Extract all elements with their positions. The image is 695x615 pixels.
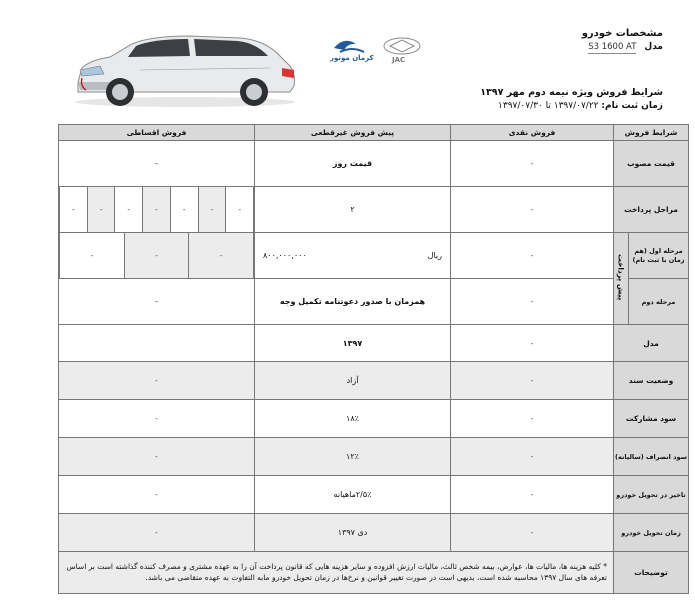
cancellation-profit-presale: ۱۲٪: [255, 438, 451, 476]
stage-one-label: مرحله اول (هم زمان با ثبت نام): [629, 233, 689, 279]
header: [0, 0, 695, 122]
document-status-label: وضعیت سند: [614, 362, 689, 400]
model-installment: [59, 325, 255, 362]
participation-profit-installment: -: [59, 400, 255, 438]
table-row: [59, 233, 689, 279]
installment-cell: -: [87, 187, 115, 232]
approved-price-cash: -: [451, 141, 614, 187]
cancellation-profit-installment: -: [59, 438, 255, 476]
installment-cell: -: [226, 187, 254, 232]
table-row: [59, 514, 689, 552]
table-row: [59, 325, 689, 362]
installment-cell: -: [115, 187, 143, 232]
table-row: [59, 279, 689, 325]
installment-cell: -: [60, 233, 125, 278]
installment-cell: -: [124, 233, 189, 278]
col-presale: پیش فروش غیرقطعی: [255, 125, 451, 141]
delivery-time-cash: -: [451, 514, 614, 552]
col-cash: فروش نقدی: [451, 125, 614, 141]
sales-conditions-table: [58, 124, 689, 594]
document-status-cash: -: [451, 362, 614, 400]
delivery-delay-installment: -: [59, 476, 255, 514]
approved-price-installment: –: [59, 141, 255, 187]
stage-two-presale: همزمان با صدور دعوتنامه تکمیل وجه: [255, 279, 451, 325]
document-status-installment: -: [59, 362, 255, 400]
registration-time: [498, 101, 663, 111]
notes-text: * کلیه هزینه ها، مالیات ها، عوارض، بیمه شخص ثالث، مالیات ارزش افزوده و سایر هزینه هایی که قانون پرداخت آن را به عهده مشتری و مصرف کننده گذاشته است بر اساس تعرفه های سال ۱۳۹۷ محاسبه شده است، بدیهی است در صورت تغییر قوانین و نرخ‌ها در زمان تحویل خودرو مابه التفاوت به عهده متقاضی می باشد.: [59, 552, 614, 594]
stage-one-amount: ۸۰۰,۰۰۰,۰۰۰: [263, 251, 307, 260]
table-header-row: [59, 125, 689, 141]
stage-one-unit: ریال: [427, 251, 442, 260]
jac-logo-text: JAC: [392, 56, 406, 64]
table-row: [59, 362, 689, 400]
col-conditions: شرایط فروش: [614, 125, 689, 141]
approved-price-label: قیمت مصوب: [614, 141, 689, 187]
model-value: S3 1600 AT: [588, 42, 637, 52]
installment-subgrid: [59, 187, 254, 232]
stage-two-installment: –: [59, 279, 255, 325]
installment-cell: -: [189, 233, 254, 278]
installment-cell: -: [143, 187, 171, 232]
installment-cell: -: [60, 187, 88, 232]
table-row: [59, 438, 689, 476]
spec-title: مشخصات خودرو: [581, 28, 663, 39]
delivery-time-presale: دی ۱۳۹۷: [255, 514, 451, 552]
document-status-presale: آزاد: [255, 362, 451, 400]
installment-cell: -: [198, 187, 226, 232]
cancellation-profit-label: سود انصراف (سالیانه): [614, 438, 689, 476]
notes-label: توضیحات: [614, 552, 689, 594]
brand-logo-icon: [330, 34, 425, 68]
stage-two-cash: -: [451, 279, 614, 325]
delivery-delay-label: تاخیر در تحویل خودرو: [614, 476, 689, 514]
kerman-motor-logo-text: کرمان موتور: [330, 54, 374, 62]
table-row: [59, 187, 689, 233]
stage-one-presale: [255, 233, 451, 279]
payment-stages-presale: ۲: [255, 187, 451, 233]
registration-time-value: ۱۳۹۷/۰۷/۲۲ تا ۱۳۹۷/۰۷/۳۰: [498, 101, 599, 111]
model-label: مدل: [644, 42, 663, 52]
participation-profit-cash: -: [451, 400, 614, 438]
delivery-delay-presale: ۲/۵٪ماهیانه: [255, 476, 451, 514]
prepayment-group-label: پیش پرداخت: [616, 254, 626, 301]
model-row: [588, 42, 663, 54]
approved-price-presale: قیمت روز: [255, 141, 451, 187]
table-row: [59, 141, 689, 187]
delivery-time-installment: -: [59, 514, 255, 552]
stage-two-label: مرحله دوم: [629, 279, 689, 325]
participation-profit-label: سود مشارکت: [614, 400, 689, 438]
table-row: [59, 552, 689, 594]
table-row: [59, 400, 689, 438]
model-row-label: مدل: [614, 325, 689, 362]
installment-cell: -: [170, 187, 198, 232]
col-installment: فروش اقساطی: [59, 125, 255, 141]
payment-stages-label: مراحل پرداخت: [614, 187, 689, 233]
prepayment-group: [614, 233, 629, 325]
payment-stages-cash: -: [451, 187, 614, 233]
model-presale: ۱۳۹۷: [255, 325, 451, 362]
model-cash: -: [451, 325, 614, 362]
installment-subgrid: [59, 233, 254, 278]
delivery-delay-cash: -: [451, 476, 614, 514]
stage-one-cash: -: [451, 233, 614, 279]
delivery-time-label: زمان تحویل خودرو: [614, 514, 689, 552]
participation-profit-presale: ۱۸٪: [255, 400, 451, 438]
registration-time-label: زمان ثبت نام:: [601, 101, 663, 111]
table-row: [59, 476, 689, 514]
cancellation-profit-cash: -: [451, 438, 614, 476]
conditions-title: شرایط فروش ویژه نیمه دوم مهر ۱۳۹۷: [480, 87, 663, 98]
car-image: [70, 30, 300, 108]
brand-logos: [330, 34, 425, 68]
